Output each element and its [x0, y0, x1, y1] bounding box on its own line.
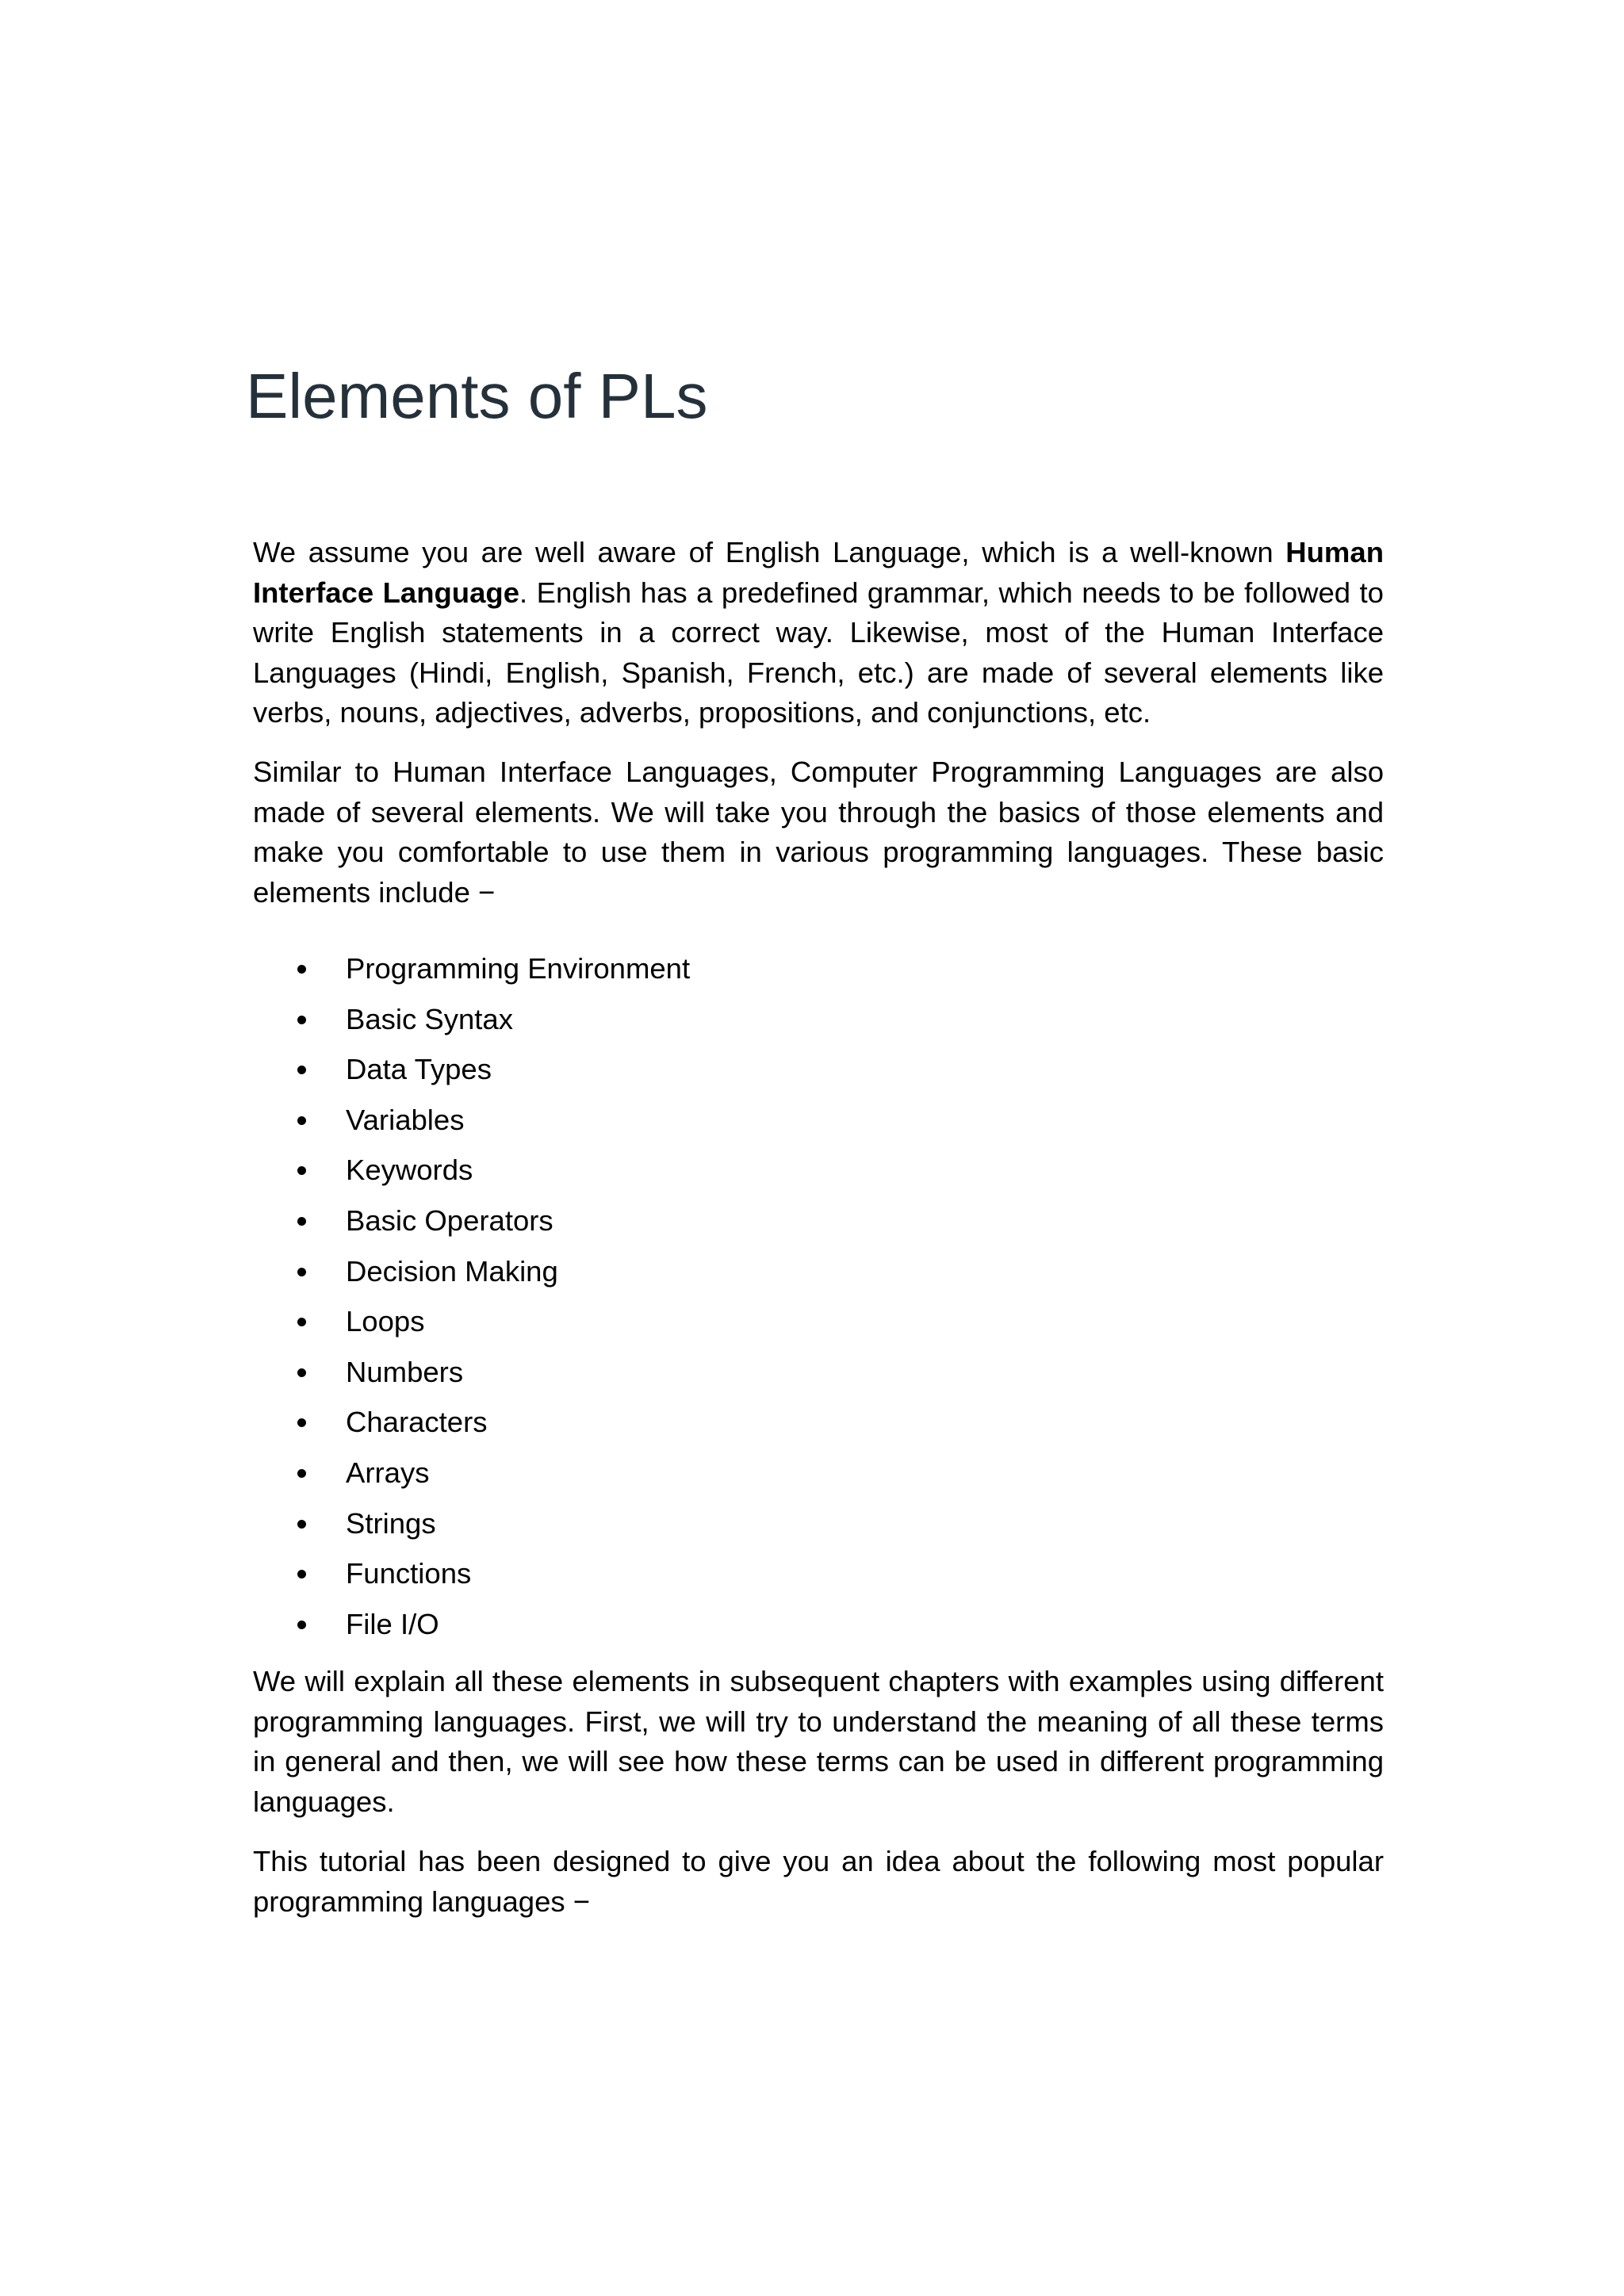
languages-intro-paragraph: This tutorial has been designed to give you an idea about the following most popular programming languages − — [253, 1845, 1384, 1918]
intro-text-after: . English has a predefined grammar, which needs to be followed to write English statements in a correct way. Likewise, most of the Human Interface Languages (Hindi, English, Spanish, French, etc.) are made of several elements like verbs, nouns, adjectives, adverbs, propositions, and conjunctions, etc. — [253, 576, 1384, 729]
list-item — [253, 1554, 1384, 1605]
bullet-icon — [297, 1469, 306, 1478]
list-item-label: Basic Operators — [346, 1203, 553, 1237]
bullet-icon — [297, 1621, 306, 1629]
list-item-label: File I/O — [346, 1607, 439, 1640]
list-item — [253, 1050, 1384, 1100]
bullet-icon — [297, 1166, 306, 1175]
bullet-icon — [297, 1418, 306, 1427]
list-item — [253, 1453, 1384, 1504]
list-item-label: Basic Syntax — [346, 1002, 513, 1035]
page-title: Elements of PLs — [246, 361, 708, 431]
explanation-paragraph: We will explain all these elements in subsequent chapters with examples using different programming languages. First, we will try to understand the meaning of all these terms in general and then, we will see how these terms can be used in different programming languages. — [253, 1665, 1384, 1818]
list-item — [253, 1605, 1384, 1655]
intro-paragraph — [253, 533, 1384, 733]
list-item — [253, 1150, 1384, 1201]
bullet-icon — [297, 965, 306, 974]
list-item-label: Data Types — [346, 1053, 492, 1086]
bullet-icon — [297, 1520, 306, 1529]
list-item-label: Strings — [346, 1506, 436, 1540]
list-item — [253, 1353, 1384, 1403]
bullet-icon — [297, 1318, 306, 1326]
list-item — [253, 1201, 1384, 1252]
bullet-icon — [297, 1368, 306, 1377]
intro-text-before: We assume you are well aware of English Language, which is a well-known — [253, 536, 1286, 568]
list-item-label: Arrays — [346, 1456, 430, 1489]
bullet-icon — [297, 1570, 306, 1578]
list-item — [253, 1000, 1384, 1050]
elements-intro-paragraph: Similar to Human Interface Languages, Computer Programming Languages are also made of several elements. We will take you through the basics of those elements and make you comfortable to use them in various programming languages. These basic elements include − — [253, 756, 1384, 909]
list-item — [253, 1402, 1384, 1453]
list-item-label: Numbers — [346, 1355, 464, 1388]
bullet-icon — [297, 1268, 306, 1276]
list-item-label: Decision Making — [346, 1254, 558, 1288]
bullet-icon — [297, 1116, 306, 1125]
list-item-label: Variables — [346, 1103, 465, 1136]
elements-list — [253, 949, 1384, 1655]
bullet-icon — [297, 1066, 306, 1074]
intro-bold-term: Human Interface Language — [253, 536, 1384, 609]
list-item-label: Keywords — [346, 1154, 473, 1187]
list-item-label: Loops — [346, 1305, 425, 1338]
list-item — [253, 1252, 1384, 1303]
list-item-label: Functions — [346, 1557, 472, 1590]
list-item — [253, 1504, 1384, 1555]
bullet-icon — [297, 1217, 306, 1226]
list-item — [253, 949, 1384, 1000]
bullet-icon — [297, 1016, 306, 1024]
list-item — [253, 1302, 1384, 1353]
list-item-label: Programming Environment — [346, 952, 691, 985]
list-item-label: Characters — [346, 1406, 488, 1439]
list-item — [253, 1100, 1384, 1151]
